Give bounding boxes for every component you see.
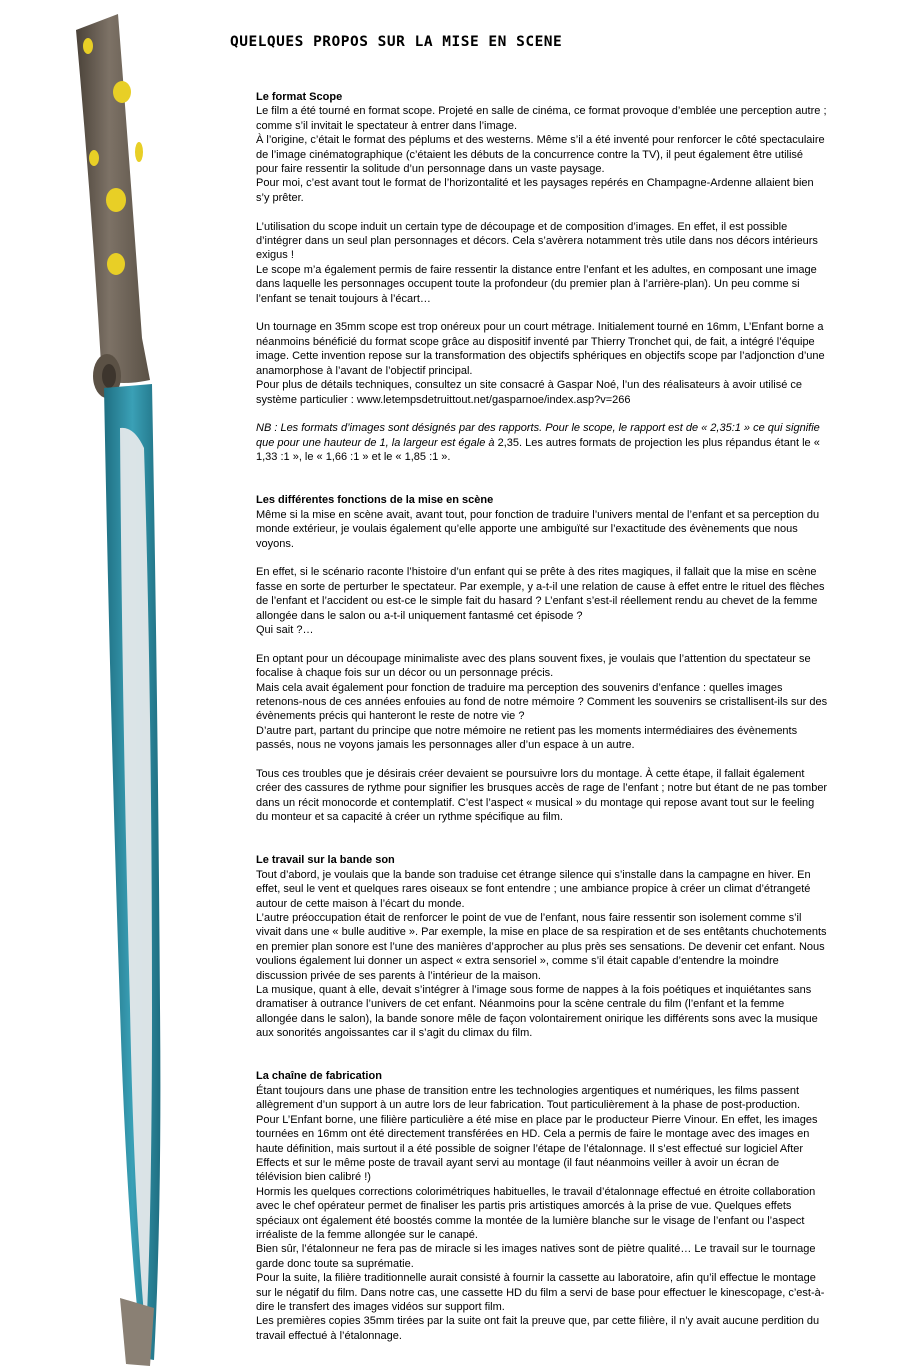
paragraph: Bien sûr, l’étalonneur ne fera pas de miracle si les images natives sont de piètre qualité… Le travail sur le tournage garde donc toute sa suprématie.: [256, 1243, 816, 1270]
article-body: [256, 90, 828, 1343]
paragraph: Le scope m’a également permis de faire ressentir la distance entre l’enfant et les adultes, en composant une image dans laquelle les personnages occupent toute la profondeur (du premier plan à l’arrière-plan). Un peu comme si l’enfant se tenait toujours à l’écart…: [256, 263, 817, 305]
page-title: QUELQUES PROPOS SUR LA MISE EN SCENE: [230, 34, 563, 50]
section-bande-son: [256, 853, 828, 1040]
paragraph: L’autre préoccupation était de renforcer le point de vue de l’enfant, nous faire ressentir son isolement comme s’il vivait dans une « bulle auditive ». Par exemple, la mise en place de sa respiration et de ses entêtants chuchotements en premier plan sonore est l’une des manières d’approcher au plus près ses sensations. De devenir cet enfant. Nous voulions également lui donner un aspect « extra sensoriel », comme s’il était capable d’entendre la moindre discussion privée de ses parents à l’intérieur de la maison.: [256, 912, 827, 982]
section-fonctions-mise-en-scene: [256, 493, 828, 824]
paragraph: Pour moi, c’est avant tout le format de l’horizontalité et les paysages repérés en Champagne-Ardenne allaient bien s’y prêter.: [256, 177, 814, 204]
note-rest: 2,35. Les autres formats de projection les plus répandus étant le « 1,33 :1 », le « 1,66 :1 » et le « 1,85 :1 ».: [256, 436, 820, 464]
paragraph: En effet, si le scénario raconte l’histoire d’un enfant qui se prête à des rites magiques, il fallait que la mise en scène fasse en sorte de perturber le spectateur. Par exemple, y a-t-il une relation de cause à effet entre le rituel des flèches de l’enfant et l’accident ou est-ce le simple fait du hasard ? L’enfant s’est-il réellement rendu au chevet de la femme allongée dans le salon ou a-t-il uniquement fantasmé cet épisode ?: [256, 566, 825, 622]
section-format-scope: [256, 90, 828, 465]
paragraph: L’utilisation du scope induit un certain type de découpage et de composition d’images. En effet, il est possible d’intégrer dans un seul plan personnages et décors. Cela s’avèrera notamment très utile dans nos décors intérieurs exigus !: [256, 220, 818, 262]
note-italic: NB : Les formats d’images sont désignés par des rapports. Pour le scope, le rapport est de « 2,35:1 » ce qui signifie que pour une hauteur de 1, la largeur est égale à: [256, 422, 820, 449]
paragraph: Tous ces troubles que je désirais créer devaient se poursuivre lors du montage. À cette étape, il fallait également créer des cassures de rythme pour signifier les brusques accès de rage de l’enfant ; notre but étant de ne pas tomber dans un récit monocorde et contemplatif. C’est l’aspect « musical » du montage qui repose avant tout sur le feeling du monteur et sa capacité à créer un rythme spécifique au film.: [256, 767, 828, 824]
paragraph: Même si la mise en scène avait, avant tout, pour fonction de traduire l’univers mental de l’enfant et sa perception du monde extérieur, je voulais également qu’elle apporte une ambiguïté sur l’exactitude des évènements que nous voyons.: [256, 508, 820, 550]
paragraph: Mais cela avait également pour fonction de traduire ma perception des souvenirs d’enfance : quelles images retenons-nous de ces années enfouies au fond de notre mémoire ? Comment les souvenirs se cristallisent-ils sur des évènements précis qui hanteront le reste de notre vie ?: [256, 681, 828, 723]
section-heading: Les différentes fonctions de la mise en scène: [256, 494, 494, 507]
note-paragraph: [256, 421, 828, 464]
paragraph: Un tournage en 35mm scope est trop onéreux pour un court métrage. Initialement tourné en 16mm, L’Enfant borne a néanmoins bénéficié du format scope grâce au dispositif inventé par Thierry Tronchet qui, de fait, a intégré l’équipe image. Cette invention repose sur la transformation des objectifs sphériques en objectifs scope par l’adjonction d’une anamorphose à l’avant de l’objectif principal.: [256, 321, 825, 377]
section-heading: La chaîne de fabrication: [256, 1070, 382, 1083]
paragraph: Tout d’abord, je voulais que la bande son traduise cet étrange silence qui s’installe dans la campagne en hiver. En effet, seul le vent et quelques rares oiseaux se font entendre ; une ambiance propice à créer un climat d’étrangeté autour de cette maison à l’écart du monde.: [256, 868, 811, 910]
paragraph: Qui sait ?…: [256, 623, 314, 636]
paragraph: La musique, quant à elle, devait s’intégrer à l’image sous forme de nappes à la fois poétiques et inquiétantes sans dramatiser à outrance l’univers de cet enfant. Néanmoins pour la scène centrale du film (l’enfant et la femme allongée dans le salon), la bande sonore mêle de façon volontairement onirique les différents sons avec la musique aux sonorités angoissantes car il s’agit du climax du film.: [256, 984, 818, 1040]
paragraph: D’autre part, partant du principe que notre mémoire ne retient pas les moments intermédiaires des évènements passés, nous ne voyons jamais les personnages aller d’un espace à un autre.: [256, 724, 798, 752]
paragraph: À l’origine, c’était le format des péplums et des westerns. Même s’il a été inventé pour renforcer le côté spectaculaire de l’image cinématographique (c’étaient les débuts de la concurrence contre la TV), il peut également être utilisé pour faire ressentir la solitude d’un personnage dans un vaste paysage.: [256, 134, 825, 176]
section-heading: Le travail sur la bande son: [256, 854, 395, 867]
paragraph: Pour L’Enfant borne, une filière particulière a été mise en place par le producteur Pierre Vinour. En effet, les images tournées en 16mm ont été directement transférées en HD. Cela a permis de faire le montage avec des images en haute définition, mais surtout il a été possible de soigner l’étape de l’étalonnage. Il s’est effectué sur logiciel After Effects et sur le même poste de travail ayant servi au montage (il faut néanmoins veiller à avoir un écran de télévision bien calibré !): [256, 1113, 818, 1184]
paragraph: Pour plus de détails techniques, consultez un site consacré à Gaspar Noé, l’un des réalisateurs à avoir utilisé ce système particulier : www.letempsdetruittout.net/gasparnoe/index.asp?v=266: [256, 379, 803, 406]
paragraph: Le film a été tourné en format scope. Projeté en salle de cinéma, ce format provoque d’emblée une perception autre ; comme s’il invitait le spectateur à entrer dans l’image.: [256, 105, 827, 132]
paragraph: Hormis les quelques corrections colorimétriques habituelles, le travail d’étalonnage effectué en étroite collaboration avec le chef opérateur permet de finaliser les partis pris artistiques amorcés à la prise de vue. Quelques effets spéciaux ont également été boostés comme la montée de la lumière blanche sur le visage de l’enfant ou l’aspect irréaliste de la femme allongée sur le canapé.: [256, 1185, 816, 1241]
section-heading: Le format Scope: [256, 91, 343, 103]
painted-stick-image: [62, 8, 172, 1368]
paragraph: Étant toujours dans une phase de transition entre les technologies argentiques et numériques, les films passent allègrement d’un support à un autre lors de leur fabrication. Tout particulièrement à la phase de post-production.: [256, 1084, 801, 1112]
paragraph: Les premières copies 35mm tirées par la suite ont fait la preuve que, par cette filière, il n’y avait aucune perdition du travail effectué à l’étalonnage.: [256, 1315, 820, 1342]
paragraph: Pour la suite, la filière traditionnelle aurait consisté à fournir la cassette au laboratoire, afin qu’il effectue le montage sur le négatif du film. Dans notre cas, une cassette HD du film a servi de base pour effectuer le kinescopage, c’est-à-dire le transfert des images vidéos sur support film.: [256, 1272, 825, 1313]
section-chaine-fabrication: [256, 1069, 828, 1343]
paragraph: En optant pour un découpage minimaliste avec des plans souvent fixes, je voulais que l’attention du spectateur se focalise à chaque fois sur un décor ou un personnage précis.: [256, 652, 811, 680]
